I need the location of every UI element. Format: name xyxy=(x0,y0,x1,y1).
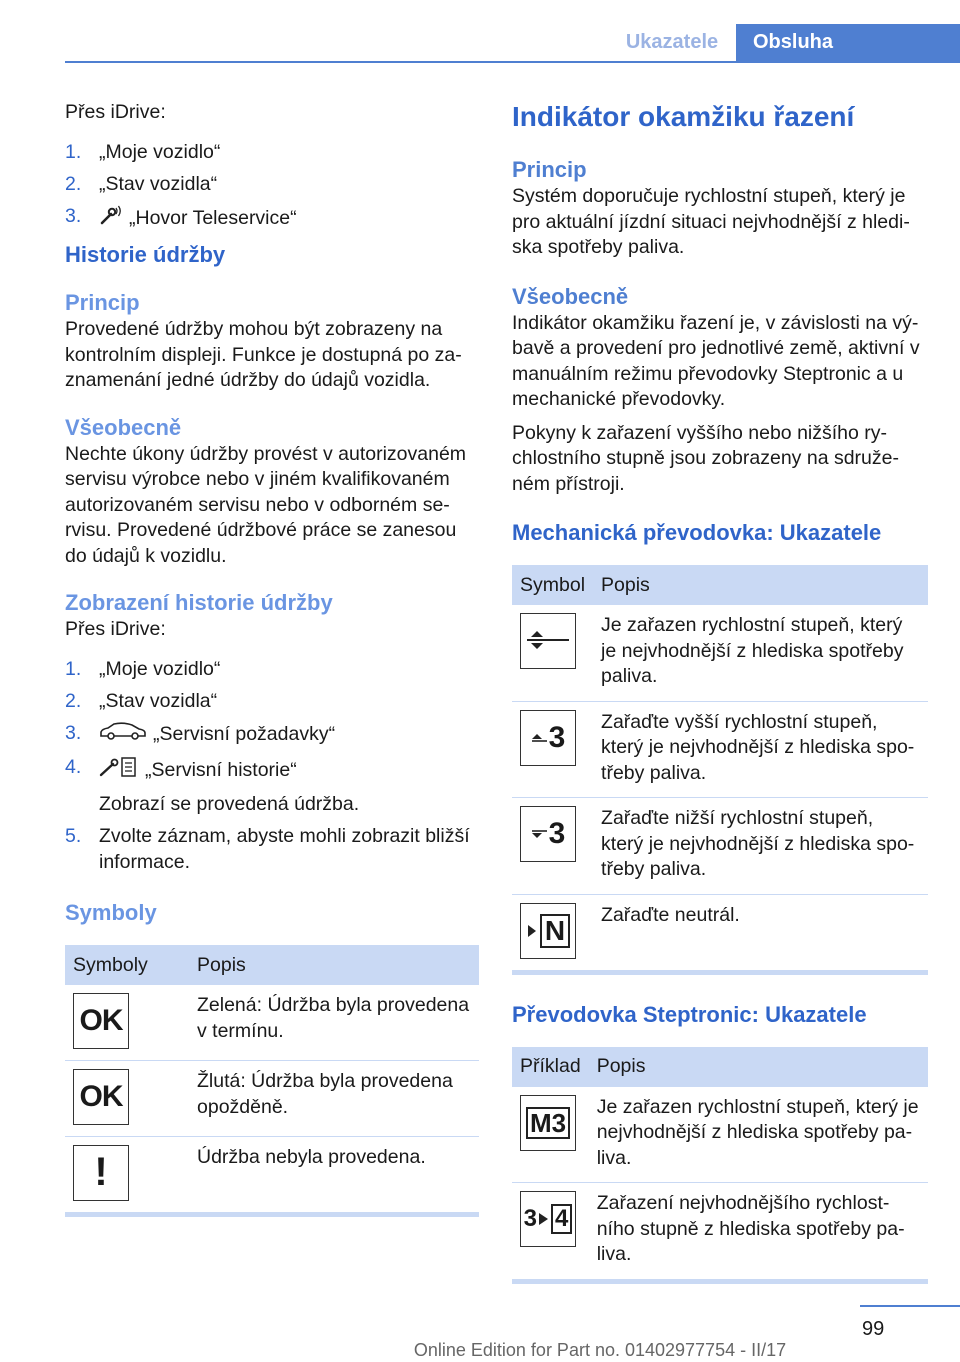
ok-symbol-green: OK xyxy=(73,993,129,1049)
right-column xyxy=(512,100,928,1284)
column-header: Popis xyxy=(593,565,928,605)
optimal-gear-symbol xyxy=(520,613,576,669)
list-item: 1. „Moje vozidlo“ xyxy=(65,657,221,680)
ok-symbol-yellow: OK xyxy=(73,1069,129,1125)
header-tab-ukazatele[interactable]: Ukazatele xyxy=(625,31,719,53)
heading-general: Všeobecně xyxy=(512,283,629,309)
list-item: 2. „Stav vozidla“ xyxy=(65,689,218,712)
table-row: 3 Zařaďte nižší rychlostní stupeň, který je nejvhodnější z hlediska spotřeby paliva. xyxy=(512,798,928,895)
general-text: Nechte úkony údržby provést v autorizovaném servisu výrobce nebo v jiném kvalifikovaném autorizovaném servisu nebo v odborném servisu. Provedené údržbové práce se zanesou do údajů k vozidlu. xyxy=(65,442,467,567)
manual-gearbox-table xyxy=(512,565,928,970)
table-row: OK Zelená: Údržba byla provedena v termínu. xyxy=(65,985,479,1061)
step-note: Zobrazí se provedená údržba. xyxy=(99,793,360,815)
idrive-intro: Přes iDrive: xyxy=(65,101,166,123)
table-row: 3 4 Zařazení nejvhodnějšího rychlostního stupně z hlediska spotřeby paliva. xyxy=(512,1183,928,1279)
left-column xyxy=(65,100,479,1217)
principle-text: Systém doporučuje rychlostní stupeň, který je pro aktuální jízdní situaci nejvhodnější z hlediska spotřeby paliva. xyxy=(512,185,910,258)
column-header: Popis xyxy=(589,1047,928,1087)
edition-note: Online Edition for Part no. 01402977754 - II/17 xyxy=(413,1340,787,1360)
heading-manual-gearbox: Mechanická převodovka: Ukazatele xyxy=(512,520,882,545)
symbols-table xyxy=(65,945,479,1212)
column-header: Symboly xyxy=(65,945,189,985)
table-row: 3 Zařaďte vyšší rychlostní stupeň, který je nejvhodnější z hlediska spotřeby paliva. xyxy=(512,701,928,798)
heading-display-history: Zobrazení historie údržby xyxy=(65,590,333,615)
display-intro: Přes iDrive: xyxy=(65,618,166,640)
page-number: 99 xyxy=(862,1318,885,1340)
footer-rule xyxy=(860,1305,960,1307)
heading-principle: Princip xyxy=(512,157,587,182)
column-header: Příklad xyxy=(512,1047,589,1087)
gear-change-symbol: 3 4 xyxy=(520,1191,576,1247)
column-header: Symbol xyxy=(512,565,593,605)
list-item: 3. „Servisní požadavky“ xyxy=(65,721,479,749)
heading-principle: Princip xyxy=(65,290,140,315)
heading-history: Historie údržby xyxy=(65,242,226,267)
list-item: 2. „Stav vozidla“ xyxy=(65,172,218,195)
general-text: Indikátor okamžiku řazení je, v závislosti na výbavě a provedení pro jednotlivé země, aktivní v manuálním režimu převodovky Steptronic a u mechanické převodovky. xyxy=(512,311,920,410)
heading-shift-indicator: Indikátor okamžiku řazení xyxy=(512,101,855,132)
heading-steptronic: Převodovka Steptronic: Ukazatele xyxy=(512,1001,867,1027)
service-history-icon xyxy=(99,755,139,787)
neutral-symbol: N xyxy=(520,903,576,959)
list-item: 1. „Moje vozidlo“ xyxy=(65,140,221,163)
table-end-rule xyxy=(512,970,928,975)
list-item: 4. „Servisní historie“ Zobrazí se provedená údržba. xyxy=(65,755,479,818)
list-item: 5. Zvolte záznam, abyste mohli zobrazit bližší informace. xyxy=(65,825,470,873)
table-end-rule xyxy=(512,1279,928,1284)
teleservice-wrench-icon xyxy=(99,204,123,234)
list-item: 3. „Hovor Teleservice“ xyxy=(65,204,479,234)
table-row: M3 Je zařazen rychlostní stupeň, který je nejvhodnější z hlediska spotřeby paliva. xyxy=(512,1087,928,1183)
heading-symbols: Symboly xyxy=(65,900,157,925)
exclamation-symbol: ! xyxy=(73,1145,129,1201)
history-steps xyxy=(65,657,479,876)
upshift-symbol: 3 xyxy=(520,710,576,766)
table-row: Je zařazen rychlostní stupeň, který je nejvhodnější z hlediska spotřeby paliva. xyxy=(512,605,928,701)
table-row: OK Žlutá: Údržba byla provedena opožděně. xyxy=(65,1061,479,1137)
manual-gear-m3-symbol: M3 xyxy=(520,1095,576,1151)
heading-general: Všeobecně xyxy=(65,414,182,440)
table-end-rule xyxy=(65,1212,479,1217)
column-header: Popis xyxy=(189,945,479,985)
header-tab-obsluha[interactable]: Obsluha xyxy=(736,24,960,61)
car-icon xyxy=(99,721,147,749)
steptronic-table xyxy=(512,1047,928,1279)
table-row: ! Údržba nebyla provedena. xyxy=(65,1137,479,1213)
principle-text: Provedené údržby mohou být zobrazeny na kontrolním displeji. Funkce je dostupná po zaznamenání jedné údržby do údajů vozidla. xyxy=(65,318,462,391)
header-rule xyxy=(65,61,960,63)
teleservice-steps xyxy=(65,140,479,234)
general-text-2: Pokyny k zařazení vyššího nebo nižšího rychlostního stupně jsou zobrazeny na sdruženém přístroji. xyxy=(512,421,899,495)
downshift-symbol: 3 xyxy=(520,806,576,862)
table-row: N Zařaďte neutrál. xyxy=(512,894,928,970)
